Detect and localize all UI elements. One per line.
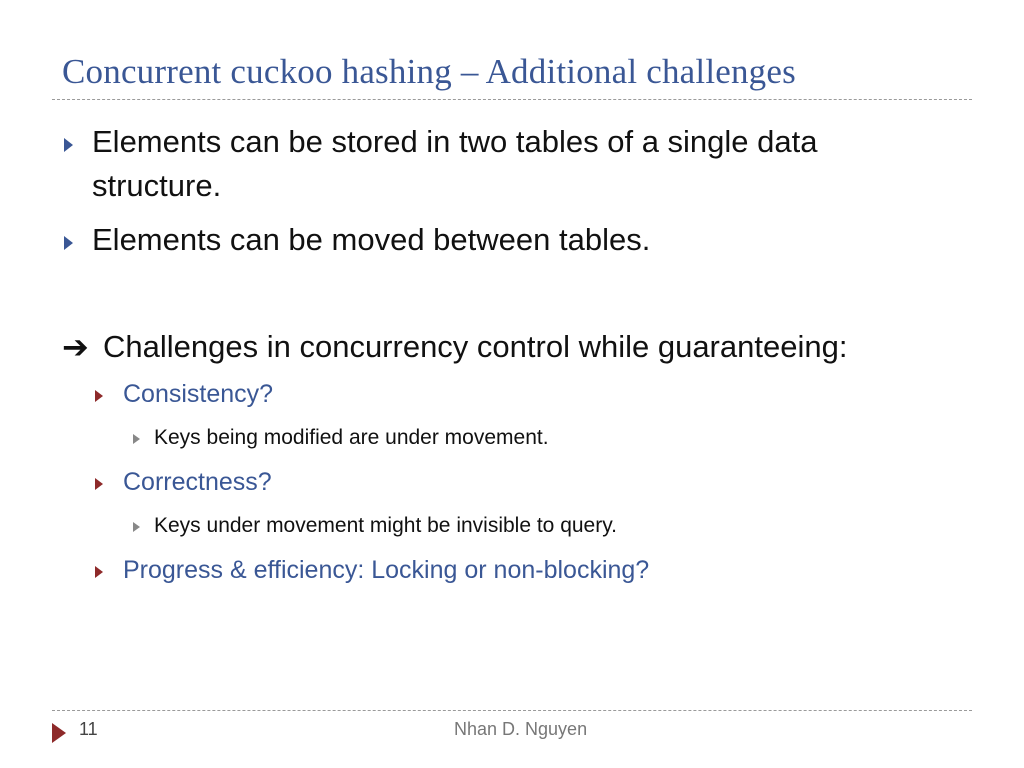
sub-bullet-progress: Progress & efficiency: Locking or non-blocking? [123,556,650,584]
footer-triangle-icon [52,723,66,743]
bullet-2-text: Elements can be moved between tables. [92,222,651,257]
detail-correctness: Keys under movement might be invisible to query. [154,514,618,537]
bullet-triangle-icon [64,138,73,152]
detail-triangle-icon [133,522,140,532]
sub-bullet-triangle-icon [95,566,103,578]
sub-bullet-triangle-icon [95,390,103,402]
sub-bullet-consistency: Consistency? [123,380,274,408]
arrow-statement: Challenges in concurrency control while guaranteeing: [103,329,848,364]
bullet-triangle-icon [64,236,73,250]
detail-triangle-icon [133,434,140,444]
sub-bullet-triangle-icon [95,478,103,490]
footer-author: Nhan D. Nguyen [454,719,588,739]
title-divider [52,99,972,100]
sub-bullet-correctness: Correctness? [123,468,272,496]
page-number: 11 [79,719,98,739]
detail-consistency: Keys being modified are under movement. [154,426,549,449]
bullet-1-line-1: Elements can be stored in two tables of a single data [92,124,818,159]
slide-title: Concurrent cuckoo hashing – Additional challenges [62,52,796,91]
bullet-1-line-2: structure. [92,168,222,203]
footer-divider [52,710,972,711]
right-arrow-icon: ➔ [62,328,89,366]
